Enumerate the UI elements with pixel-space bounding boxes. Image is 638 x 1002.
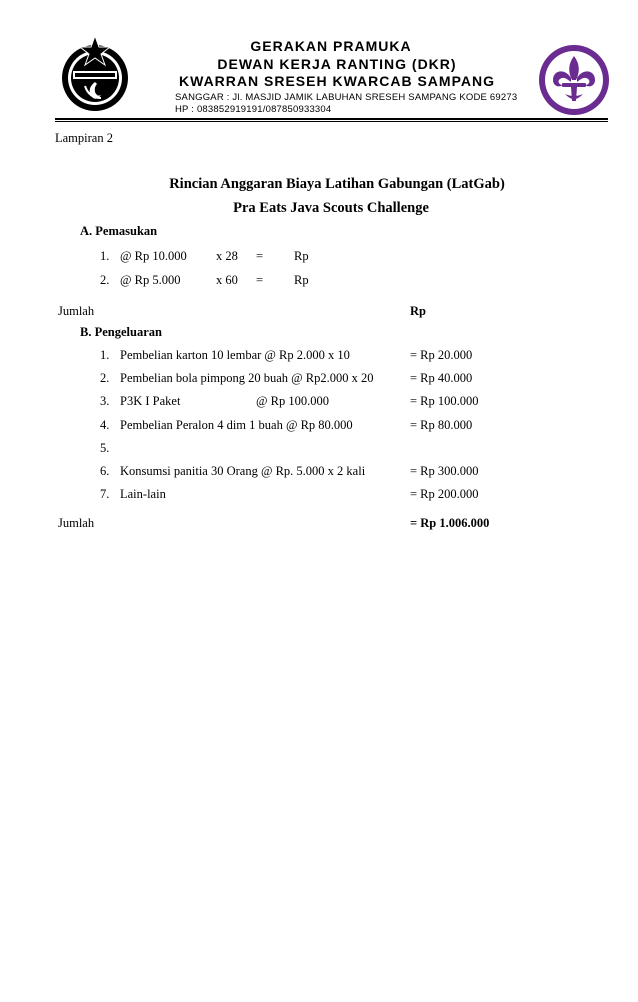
income-item-price: @ Rp 5.000 (120, 273, 181, 287)
income-item-equals: = (256, 273, 264, 287)
expense-item-no: 7. (100, 487, 110, 501)
expense-item-unit-price: @ Rp 100.000 (256, 394, 329, 408)
income-total-label: Jumlah (58, 304, 95, 318)
expense-item-desc: Pembelian karton 10 lembar @ Rp 2.000 x 10 (120, 348, 350, 362)
expense-total-label: Jumlah (58, 516, 95, 530)
document-subtitle: Pra Eats Java Scouts Challenge (233, 200, 429, 216)
income-item-price: @ Rp 10.000 (120, 249, 187, 263)
org-name-line2: DEWAN KERJA RANTING (DKR) (217, 56, 457, 72)
org-name-line3: KWARRAN SRESEH KWARCAB SAMPANG (179, 73, 495, 89)
income-item-equals: = (256, 249, 264, 263)
expense-item-amount: = Rp 40.000 (410, 371, 473, 385)
expense-item-no: 6. (100, 464, 110, 478)
expense-item-no: 3. (100, 394, 110, 408)
expense-item-amount: = Rp 80.000 (410, 418, 473, 432)
expense-item-amount: = Rp 200.000 (410, 487, 479, 501)
expense-item-no: 4. (100, 418, 110, 432)
document-title: Rincian Anggaran Biaya Latihan Gabungan (LatGab) (169, 176, 505, 192)
expense-heading: B. Pengeluaran (80, 325, 162, 339)
header-rule-thin (55, 121, 608, 122)
expense-item-desc: Pembelian Peralon 4 dim 1 buah @ Rp 80.000 (120, 418, 353, 432)
expense-total-value: = Rp 1.006.000 (410, 516, 490, 530)
org-name-line1: GERAKAN PRAMUKA (250, 38, 412, 54)
org-phone: HP : 083852919191/087850933304 (175, 104, 332, 115)
expense-item-no: 1. (100, 348, 110, 362)
expense-item-no: 2. (100, 371, 110, 385)
income-item-rp: Rp (294, 249, 309, 263)
income-item-qty: x 60 (216, 273, 238, 287)
expense-item-desc: Pembelian bola pimpong 20 buah @ Rp2.000 x 20 (120, 371, 374, 385)
expense-item-amount: = Rp 20.000 (410, 348, 473, 362)
income-item-no: 1. (100, 249, 110, 263)
income-item-no: 2. (100, 273, 110, 287)
fleur-de-lis-icon (538, 44, 610, 116)
expense-item-no: 5. (100, 441, 110, 455)
income-heading: A. Pemasukan (80, 224, 158, 238)
expense-item-desc: Konsumsi panitia 30 Orang @ Rp. 5.000 x 2 kali (120, 464, 366, 478)
expense-item-desc: P3K I Paket (120, 394, 181, 408)
expense-item-amount: = Rp 300.000 (410, 464, 479, 478)
income-item-rp: Rp (294, 273, 309, 287)
org-address: SANGGAR : Jl. MASJID JAMIK LABUHAN SRESEH SAMPANG KODE 69273 (175, 92, 518, 103)
expense-item-amount: = Rp 100.000 (410, 394, 479, 408)
expense-item-desc: Lain-lain (120, 487, 166, 501)
income-item-qty: x 28 (216, 249, 238, 263)
header-rule-thick (55, 118, 608, 120)
income-total-value: Rp (410, 304, 426, 318)
attachment-label: Lampiran 2 (55, 131, 113, 145)
